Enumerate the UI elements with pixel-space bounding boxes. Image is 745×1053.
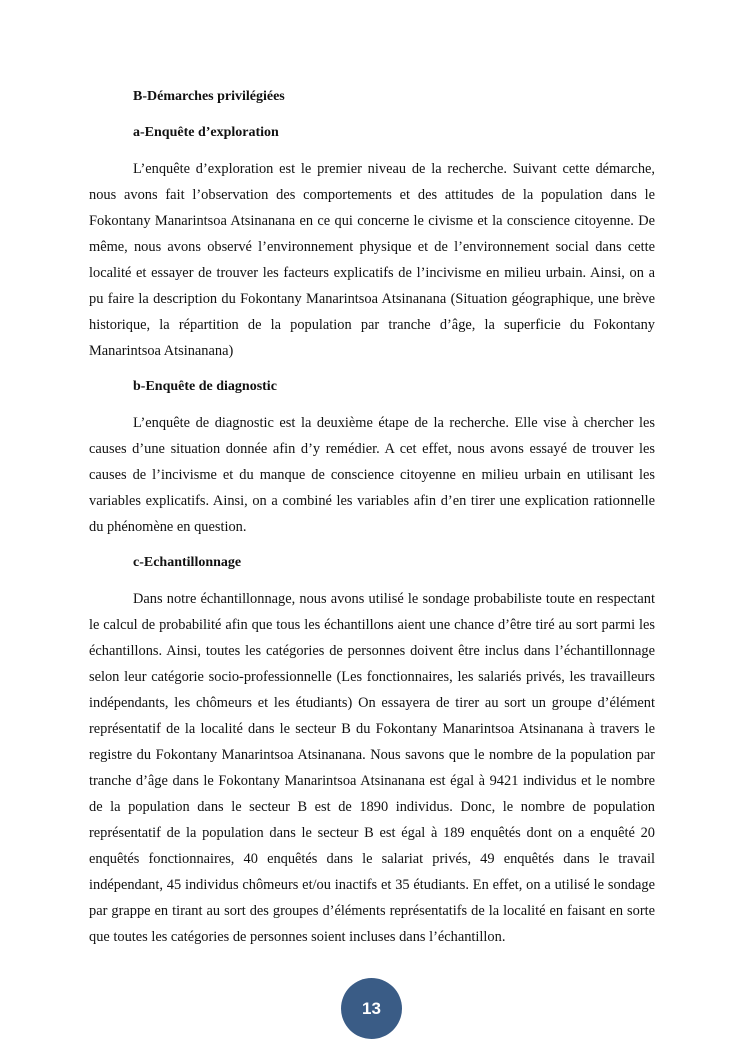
page-number-badge: [341, 978, 402, 1039]
section-heading-demarches: B-Démarches privilégiées: [133, 89, 285, 104]
subsection-heading-echantillonnage: c-Echantillonnage: [133, 555, 242, 570]
paragraph-diagnostic: L’enquête de diagnostic est la deuxième étape de la recherche. Elle vise à chercher les causes d’une situation donnée afin d’y remédier. A cet effet, nous avons essayé de trouver les causes de l’incivisme et du manque de conscience citoyenne en milieu urbain en utilisant les variables explicatifs. Ainsi, on a combiné les variables afin d’en tirer une explication rationnelle du phénomène en question.: [89, 415, 655, 535]
paragraph-echantillonnage: Dans notre échantillonnage, nous avons utilisé le sondage probabiliste toute en respectant le calcul de probabilité afin que tous les échantillons aient une chance d’être tiré au sort parmi les échantillons. Ainsi, toutes les catégories de personnes doivent être inclus dans l’échantillonnage selon leur catégorie socio-professionnelle (Les fonctionnaires, les salariés privés, les travailleurs indépendants, les chômeurs et les étudiants) On essayera de tirer au sort un groupe d’élément représentatif de la localité dans le secteur B du Fokontany Manarintsoa Atsinanana à travers le registre du Fokontany Manarintsoa Atsinanana. Nous savons que le nombre de la population par tranche d’âge dans le Fokontany Manarintsoa Atsinanana est égal à 9421 individus et le nombre de la population dans le secteur B est de 1890 individus. Donc, le nombre de population représentatif de la population dans le secteur B est égal à 189 enquêtés dont on a enquêté 20 enquêtés fonctionnaires, 40 enquêtés dans le salariat privés, 49 enquêtés dans le travail indépendant, 45 individus chômeurs et/ou inactifs et 35 étudiants. En effet, on a utilisé le sondage par grappe en tirant au sort des groupes d’éléments représentatifs de la localité en faisant en sorte que toutes les catégories de personnes soient incluses dans l’échantillon.: [89, 591, 655, 945]
document-page: [89, 84, 655, 960]
paragraph-exploration: L’enquête d’exploration est le premier niveau de la recherche. Suivant cette démarche, nous avons fait l’observation des comportements et des attitudes de la population dans le Fokontany Manarintsoa Atsinanana en ce qui concerne le civisme et la conscience citoyenne. De même, nous avons observé l’environnement physique et de l’environnement social dans cette localité et essayer de trouver les facteurs explicatifs de l’incivisme en milieu urbain. Ainsi, on a pu faire la description du Fokontany Manarintsoa Atsinanana (Situation géographique, une brève historique, la répartition de la population par tranche d’âge, la superficie du Fokontany Manarintsoa Atsinanana): [89, 161, 655, 359]
subsection-heading-diagnostic: b-Enquête de diagnostic: [133, 379, 277, 394]
page-number: 13: [362, 998, 381, 1018]
subsection-heading-exploration: a-Enquête d’exploration: [133, 125, 279, 140]
